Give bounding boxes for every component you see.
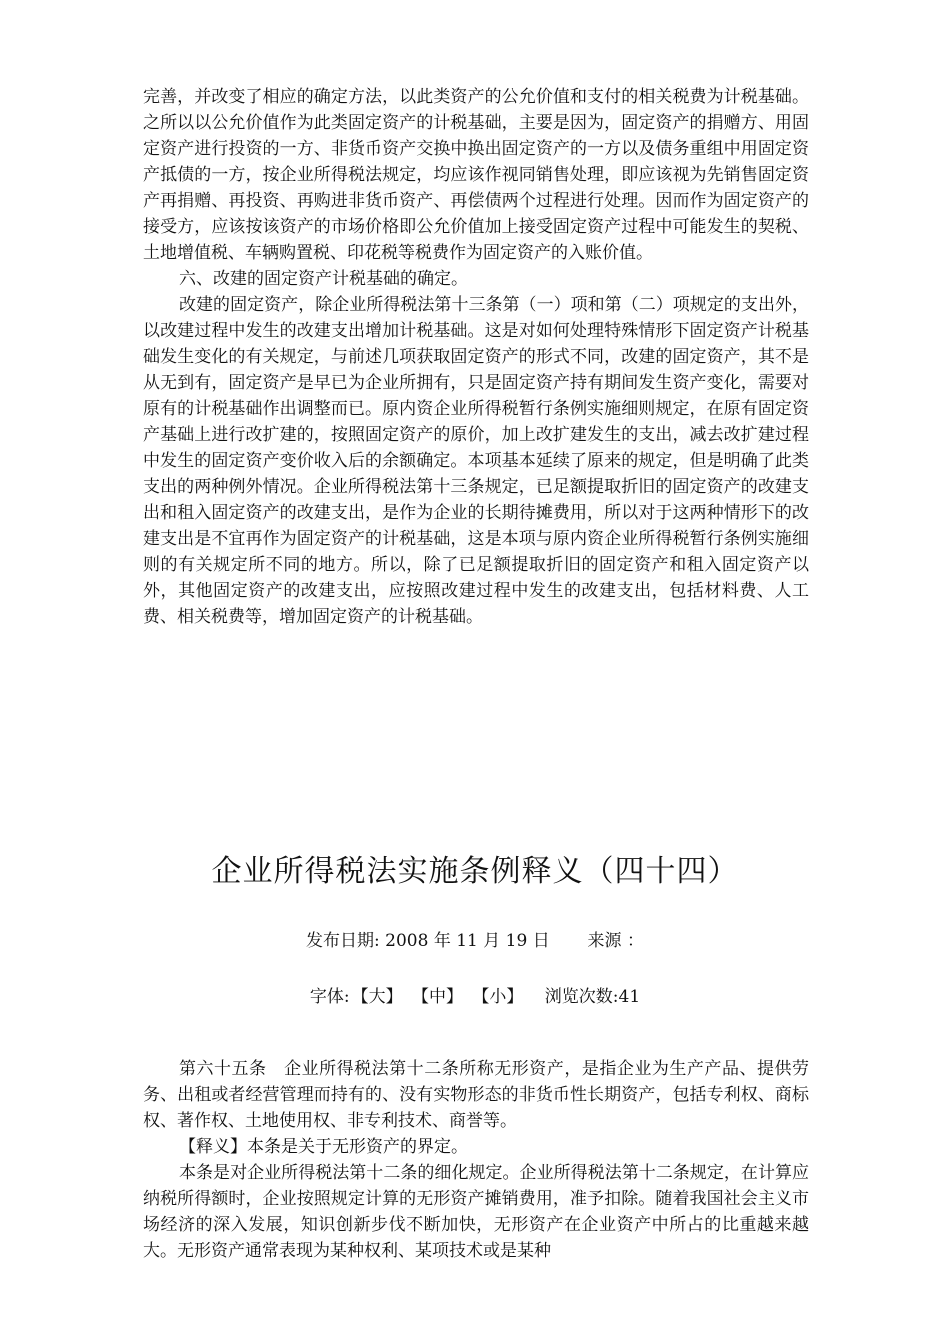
view-count: 浏览次数:41 — [544, 987, 641, 1007]
font-large-link[interactable]: 【大】 — [351, 987, 403, 1007]
paragraph: 改建的固定资产，除企业所得税法第十三条第（一）项和第（二）项规定的支出外，以改建过程中发生的改建支出增加计税基础。这是对如何处理特殊情形下固定资产计税基础发生变化的有关规定，与前述几项获取固定资产的形式不同，改建的固定资产，其不是从无到有，固定资产是早已为企业所拥有，只是固定资产持有期间发生资产变化，需要对原有的计税基础作出调整而已。原内资企业所得税暂行条例实施细则规定，在原有固定资产基础上进行改扩建的，按照固定资产的原价，加上改扩建发生的支出，减去改扩建过程中发生的固定资产变价收入后的余额确定。本项基本延续了原来的规定，但是明确了此类支出的两种例外情况。企业所得税法第十三条规定，已足额提取折旧的固定资产的改建支出和租入固定资产的改建支出，是作为企业的长期待摊费用，所以对于这两种情形下的改建支出是不宜再作为固定资产的计税基础，这是本项与原内资企业所得税暂行条例实施细则的有关规定所不同的地方。所以，除了已足额提取折旧的固定资产和租入固定资产以外，其他固定资产的改建支出，应按照改建过程中发生的改建支出，包括材料费、人工费、相关税费等，增加固定资产的计税基础。 — [143, 295, 809, 627]
article-clause: 第六十五条 企业所得税法第十二条所称无形资产，是指企业为生产产品、提供劳务、出租或者经营管理而持有的、没有实物形态的非货币性长期资产，包括专利权、商标权、著作权、土地使用权、非专利技术、商誉等。 — [143, 1059, 809, 1131]
paragraph: 完善，并改变了相应的确定方法，以此类资产的公允价值和支付的相关税费为计税基础。之所以以公允价值作为此类固定资产的计税基础，主要是因为，固定资产的捐赠方、用固定资产进行投资的一方、非货币资产交换中换出固定资产的一方以及债务重组中用固定资产抵债的一方，按企业所得税法规定，均应该作视同销售处理，即应该视为先销售固定资产再捐赠、再投资、再购进非货币资产、再偿债两个过程进行处理。因而作为固定资产的接受方，应该按该资产的市场价格即公允价值加上接受固定资产过程中可能发生的契税、土地增值税、车辆购置税、印花税等税费作为固定资产的入账价值。 — [143, 87, 809, 263]
interpretation-heading: 【释义】本条是关于无形资产的界定。 — [179, 1137, 468, 1157]
article-title: 企业所得税法实施条例释义（四十四） — [211, 854, 739, 889]
font-size-bar — [0, 984, 950, 1010]
font-size-label: 字体: — [309, 987, 350, 1007]
font-small-link[interactable]: 【小】 — [472, 987, 524, 1007]
lower-text-block — [143, 1056, 809, 1264]
section-heading: 六、改建的固定资产计税基础的确定。 — [179, 269, 468, 289]
article-meta: 发布日期: 2008 年 11 月 19 日 来源 ： — [306, 931, 644, 951]
font-medium-link[interactable]: 【中】 — [411, 987, 463, 1007]
paragraph: 本条是对企业所得税法第十二条的细化规定。企业所得税法第十二条规定，在计算应纳税所得额时，企业按照规定计算的无形资产摊销费用，准予扣除。随着我国社会主义市场经济的深入发展，知识创新步伐不断加快，无形资产在企业资产中所占的比重越来越大。无形资产通常表现为某种权利、某项技术或是某种 — [143, 1163, 809, 1261]
upper-text-block — [143, 84, 809, 630]
